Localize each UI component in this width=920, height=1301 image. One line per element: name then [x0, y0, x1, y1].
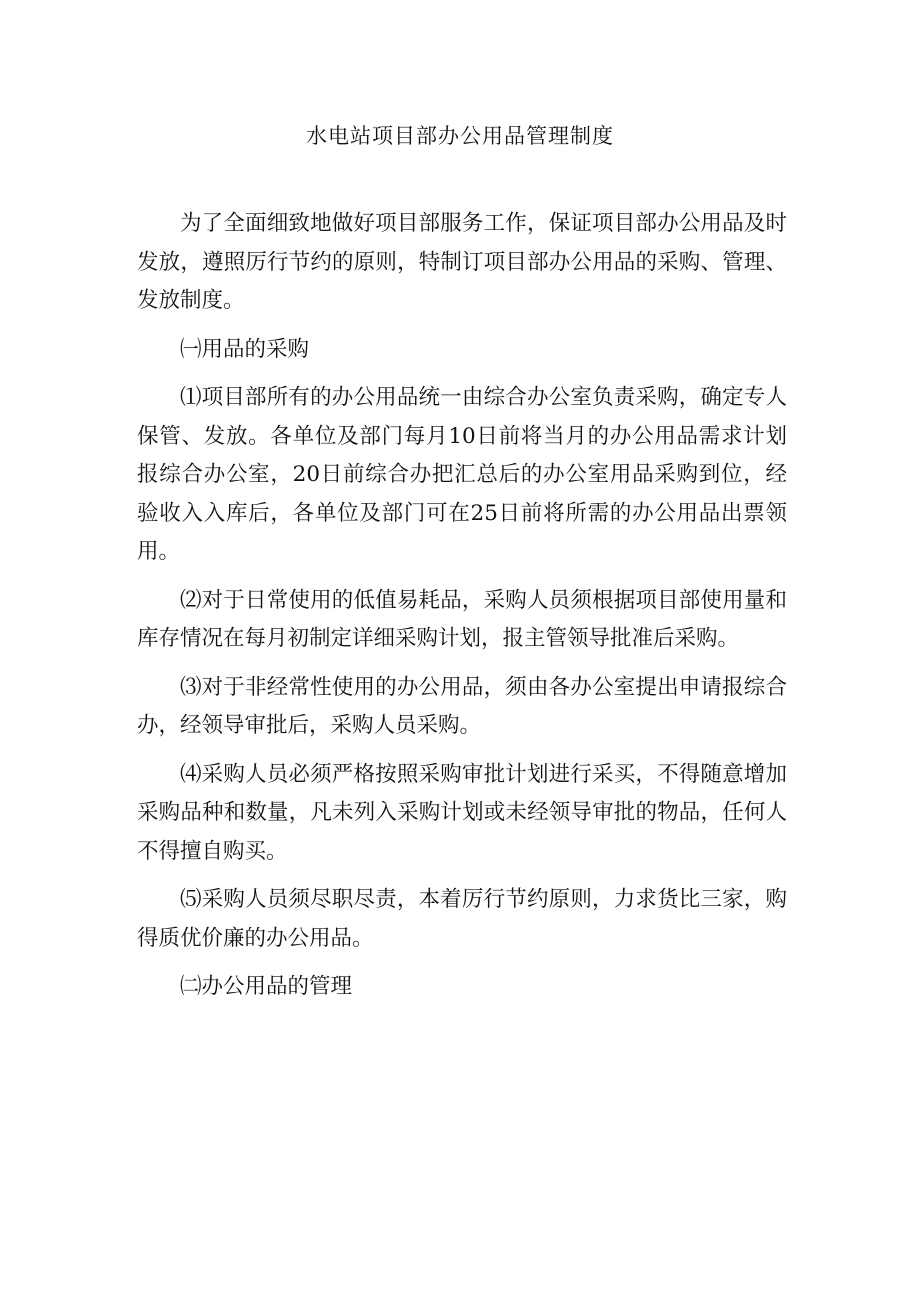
procurement-item-3: ⑶对于非经常性使用的办公用品，须由各办公室提出申请报综合办，经领导审批后，采购人员采购。: [137, 674, 787, 738]
procurement-item-1: ⑴项目部所有的办公用品统一由综合办公室负责采购，确定专人保管、发放。各单位及部门每月10日前将当月的办公用品需求计划报综合办公室，20日前综合办把汇总后的办公室用品采购到位，经验收入入库后，各单位及部门可在25日前将所需的办公用品出票领用。: [137, 385, 787, 564]
document-title: 水电站项目部办公用品管理制度: [306, 124, 614, 148]
intro-paragraph: 为了全面细致地做好项目部服务工作，保证项目部办公用品及时发放，遵照厉行节约的原则，特制订项目部办公用品的采购、管理、发放制度。: [137, 211, 787, 313]
procurement-item-5: ⑸采购人员须尽职尽责，本着厉行节约原则，力求货比三家，购得质优价廉的办公用品。: [137, 887, 787, 951]
procurement-item-2: ⑵对于日常使用的低值易耗品，采购人员须根据项目部使用量和库存情况在每月初制定详细采购计划，报主管领导批准后采购。: [137, 587, 787, 651]
section-heading-procurement: ㈠用品的采购: [180, 336, 310, 362]
document-body: [137, 205, 787, 1017]
section-heading-management: ㈡办公用品的管理: [180, 974, 353, 999]
procurement-item-4: ⑷采购人员必须严格按照采购审批计划进行采买，不得随意增加采购品种和数量，凡未列入采购计划或未经领导审批的物品，任何人不得擅自购买。: [137, 761, 787, 864]
